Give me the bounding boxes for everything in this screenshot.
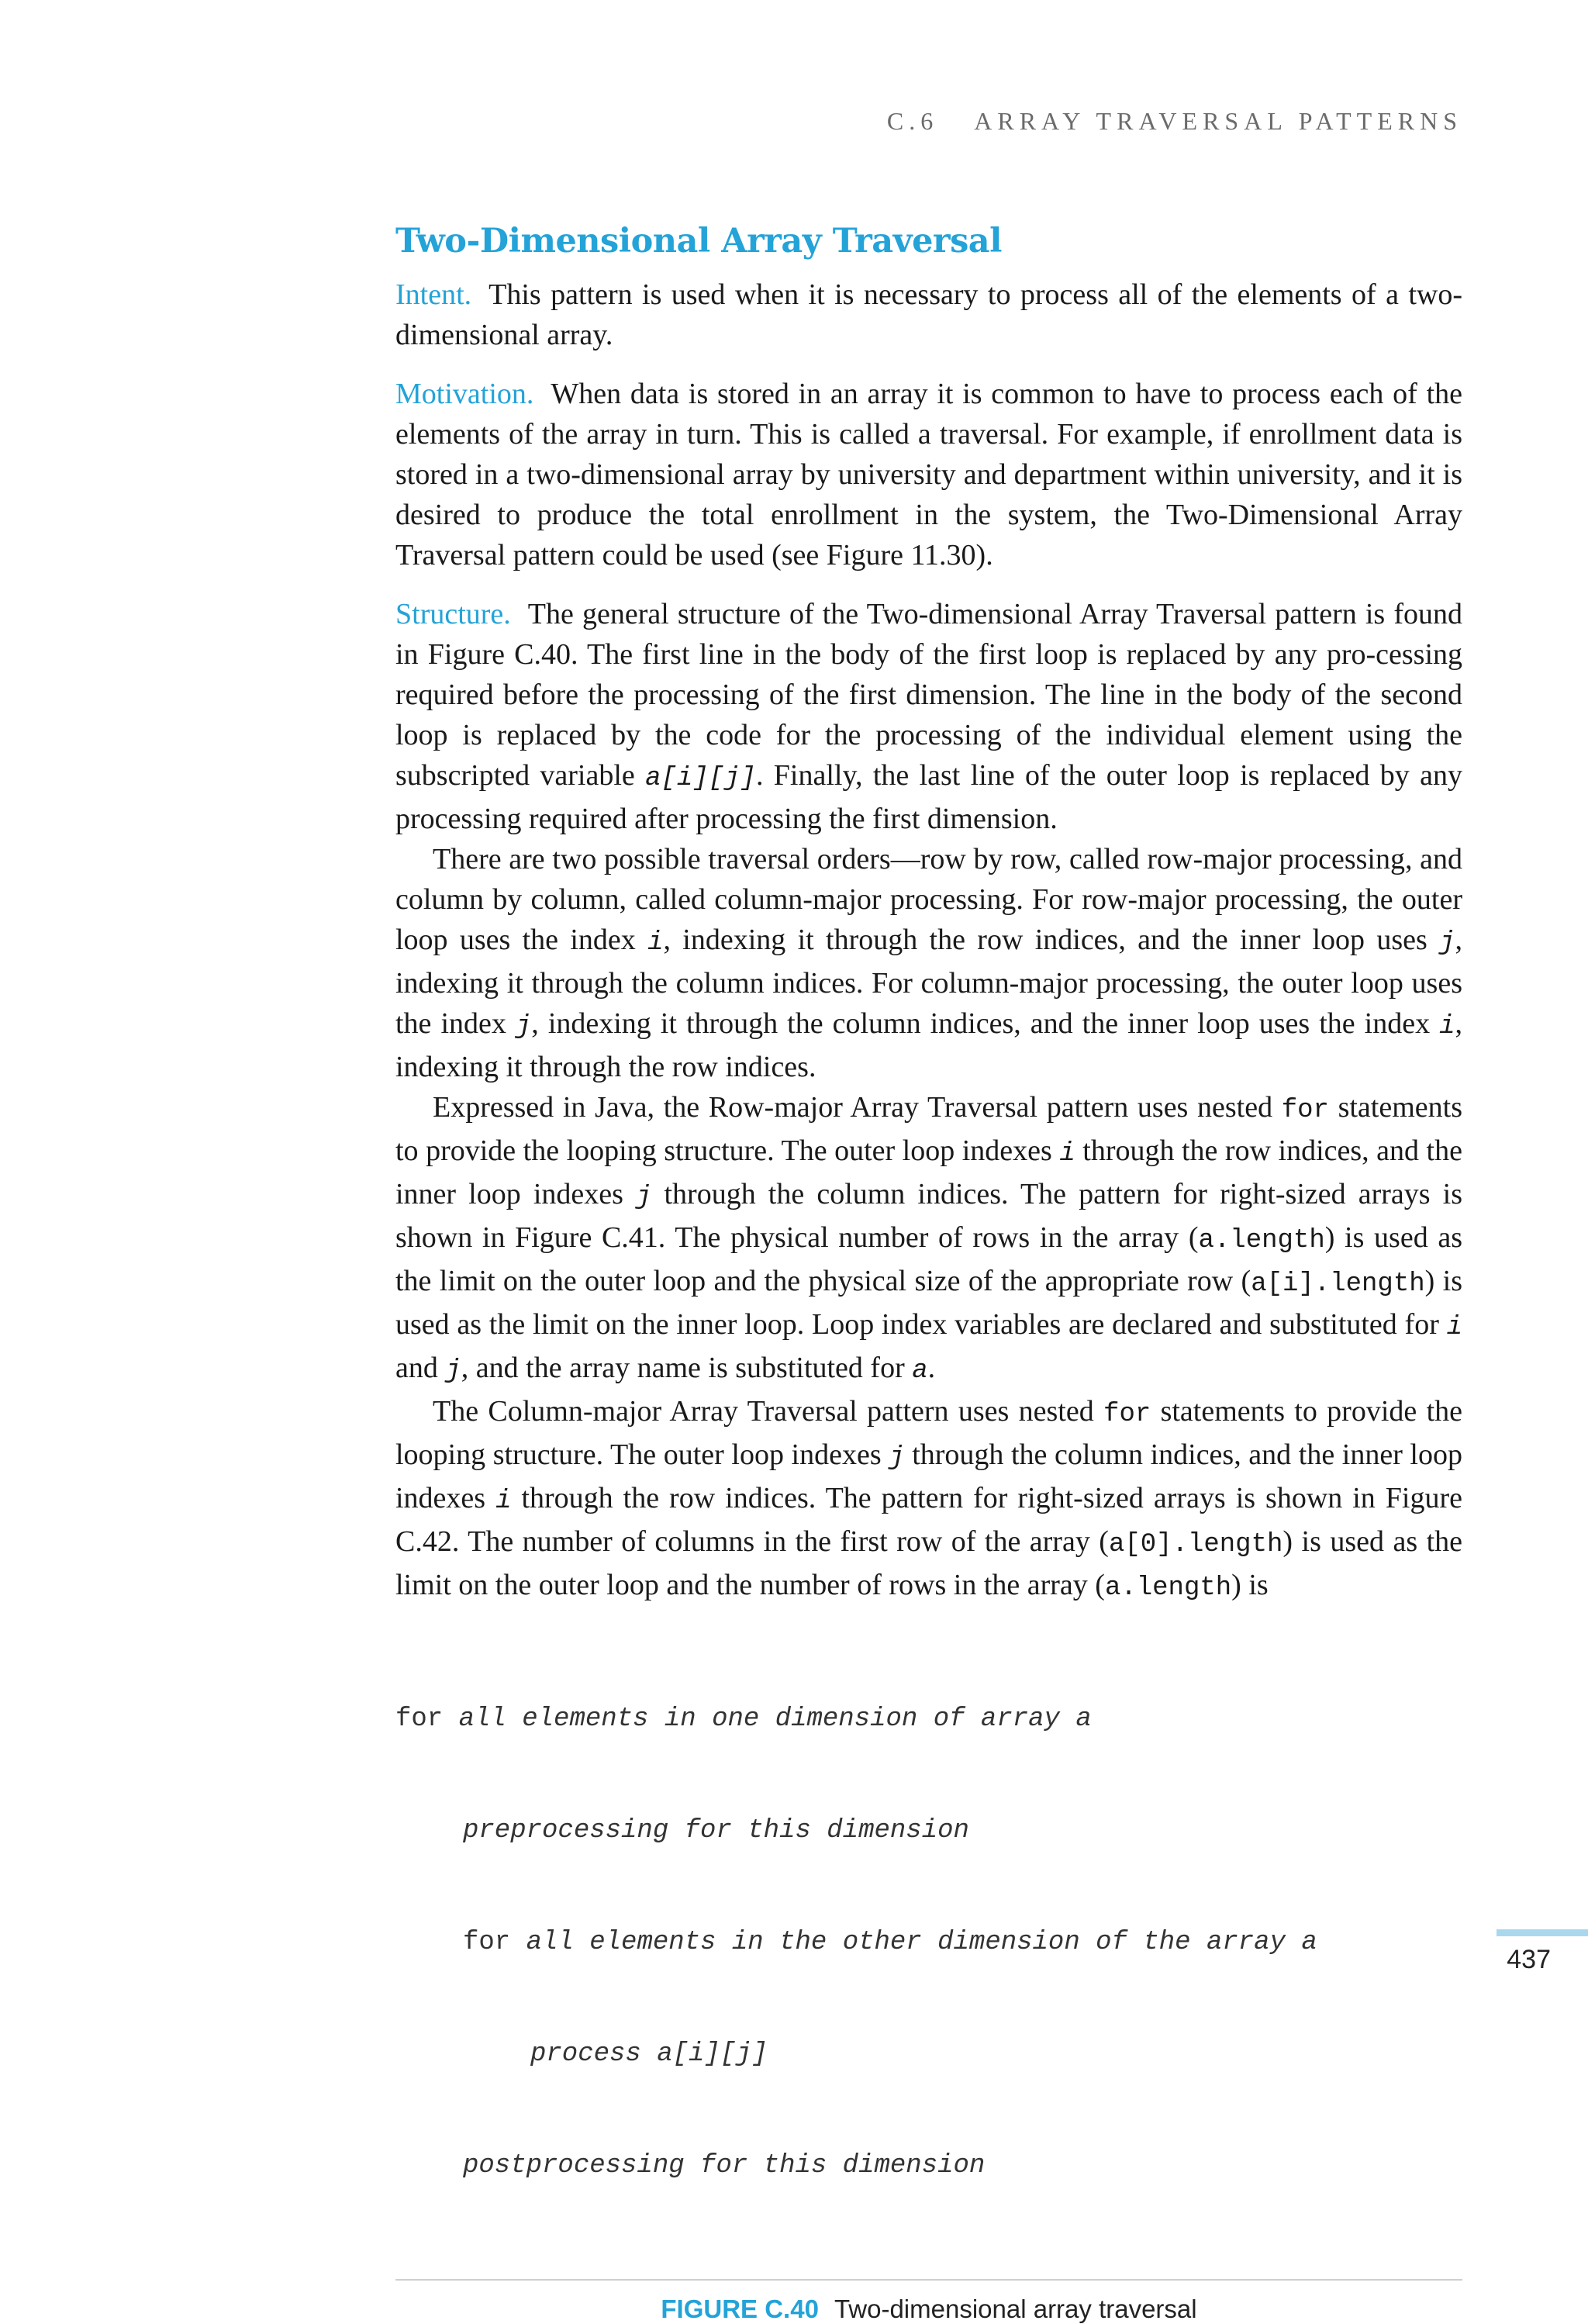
column-major-paragraph [395, 1391, 1462, 1608]
paragraph-text: , indexing it through the row indices, and the inner loop uses [663, 924, 1440, 956]
code-line [395, 1812, 1462, 1849]
code-line [395, 2036, 1462, 2073]
paragraph-text: , indexing it through the column indices. For column-major processing, the outer loop uses the index [395, 924, 1462, 1040]
section-title: Two-Dimensional Array Traversal [395, 222, 1002, 261]
inline-code: for [1281, 1096, 1329, 1125]
paragraph-text: and [395, 1352, 446, 1384]
motivation-text: When data is stored in an array it is common to have to process each of the elements of the array in turn. This is called a traversal. For example, if enrollment data is stored in a two-dimensional array by university and department within university, and it is desired to produce the total enrollment in the system, the Two-Dimensional Array Traversal pattern could be used (see Figure 11.30). [395, 378, 1462, 572]
figure-caption-text: Two-dimensional array traversal [834, 2295, 1197, 2323]
figure-label: FIGURE C.40 [661, 2295, 819, 2323]
code-text: process a[i][j] [530, 2039, 768, 2069]
traversal-orders-paragraph [395, 839, 1462, 1087]
inline-code: j [889, 1443, 905, 1473]
inline-code: a[0].length [1108, 1530, 1283, 1559]
code-text: preprocessing for this dimension [463, 1816, 969, 1846]
inline-code: j [636, 1183, 652, 1212]
pseudocode-block [395, 1626, 1462, 2259]
structure-label: Structure. [395, 598, 511, 630]
row-major-paragraph [395, 1087, 1462, 1391]
main-content [395, 222, 1462, 1608]
intent-label: Intent. [395, 278, 472, 311]
paragraph-text: The Column-major Array Traversal pattern uses nested [433, 1395, 1104, 1428]
motivation-paragraph [395, 374, 1462, 575]
intent-text: This pattern is used when it is necessary to process all of the elements of a two-dimensional array. [395, 278, 1462, 351]
paragraph-text: through the column indices, and the inner loop indexes [395, 1438, 1462, 1514]
figure-caption [395, 2295, 1462, 2324]
inline-code: i [1059, 1139, 1075, 1169]
code-line [395, 1924, 1462, 1961]
intent-paragraph [395, 275, 1462, 355]
inline-code: i [495, 1487, 512, 1516]
paragraph-text: ) is used as the limit on the outer loop and the number of rows in the array ( [395, 1525, 1463, 1601]
page-tab-marker [1497, 1929, 1588, 1936]
running-head-section-title: ARRAY TRAVERSAL PATTERNS [974, 107, 1462, 135]
paragraph-text: , indexing it through the row indices. [395, 1007, 1462, 1083]
inline-code: a.length [1104, 1573, 1232, 1603]
code-keyword: for [463, 1928, 511, 1957]
code-line [395, 2147, 1462, 2184]
paragraph-text: There are two possible traversal orders—row by row, called row-major processing, and column by column, called column-major processing. For row-major processing, the outer loop uses the index [395, 843, 1462, 956]
paragraph-text: Expressed in Java, the Row-major Array Traversal pattern uses nested [433, 1091, 1282, 1124]
running-head [853, 107, 1462, 136]
code-keyword: for [395, 1704, 444, 1734]
inline-code: j [515, 1012, 532, 1041]
running-head-section-number: C.6 [886, 107, 939, 135]
paragraph-text: through the row indices, and the inner loop indexes [395, 1134, 1462, 1210]
code-text: all elements in the other dimension of the array a [510, 1928, 1317, 1957]
paragraph-text: . [927, 1352, 936, 1384]
paragraph-text: ) is used as the limit on the outer loop and the physical size of the appropriate row ( [395, 1221, 1462, 1297]
paragraph-text: statements to provide the looping structure. The outer loop indexes [395, 1395, 1462, 1471]
inline-code: for [1103, 1400, 1151, 1429]
inline-code: a[i].length [1251, 1269, 1425, 1299]
figure-divider [395, 2279, 1462, 2281]
paragraph-text: through the row indices. The pattern for right-sized arrays is shown in Figure C.42. The number of columns in the first row of the array ( [395, 1482, 1462, 1558]
structure-paragraph [395, 594, 1462, 839]
paragraph-text: ) is used as the limit on the inner loop. Loop index variables are declared and substituted for [395, 1265, 1462, 1341]
inline-code: i [1439, 1012, 1455, 1041]
paragraph-text: through the column indices. The pattern for right-sized arrays is shown in Figure C.41. The physical number of rows in the array ( [395, 1178, 1462, 1254]
inline-code: i [647, 928, 664, 958]
paragraph-text: statements to provide the looping structure. The outer loop indexes [395, 1091, 1462, 1167]
figure-c40 [395, 1626, 1462, 2324]
inline-code: j [445, 1356, 461, 1386]
motivation-label: Motivation. [395, 378, 534, 410]
inline-code: a.length [1198, 1226, 1325, 1255]
page-number: 437 [1507, 1945, 1551, 1974]
inline-code: j [1439, 928, 1455, 958]
structure-text: The general structure of the Two-dimensional Array Traversal pattern is found in Figure C.40. The first line in the body of the first loop is replaced by any pro-cessing required before the processing of the first dimension. The line in the body of the second loop is replaced by the code for the processing of the individual element using the subscripted variable [395, 598, 1462, 792]
code-line [395, 1701, 1462, 1738]
code-text: postprocessing for this dimension [463, 2151, 986, 2181]
structure-text: . Finally, the last line of the outer loop is replaced by any processing required after processing the first dimension. [395, 759, 1462, 835]
paragraph-text: , indexing it through the column indices, and the inner loop uses the index [531, 1007, 1440, 1040]
inline-code: a [912, 1356, 928, 1386]
paragraph-text: , and the array name is substituted for [461, 1352, 913, 1384]
inline-code: i [1446, 1313, 1462, 1342]
code-text: all elements in one dimension of array a [443, 1704, 1092, 1734]
inline-code: a[i][j] [645, 764, 756, 793]
paragraph-text: ) is [1231, 1569, 1269, 1601]
